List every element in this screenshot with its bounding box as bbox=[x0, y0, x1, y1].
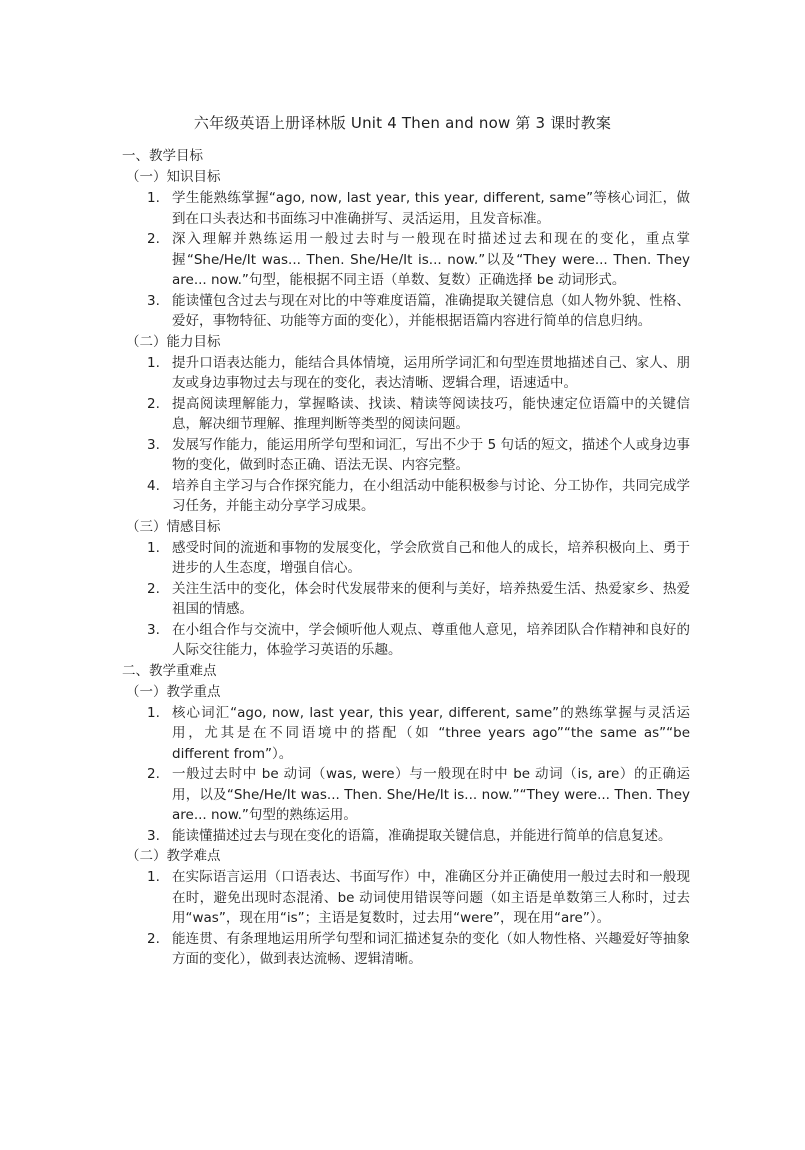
list-item bbox=[147, 188, 690, 229]
item-text: 培养自主学习与合作探究能力，在小组活动中能积极参与讨论、分工协作，共同完成学习任务，并能主动分享学习成果。 bbox=[172, 477, 690, 514]
list-item bbox=[147, 435, 690, 476]
list-item bbox=[147, 929, 690, 970]
item-number: 1. bbox=[147, 539, 160, 556]
item-text: 提高阅读理解能力，掌握略读、找读、精读等阅读技巧，能快速定位语篇中的关键信息，解决细节理解、推理判断等类型的阅读问题。 bbox=[172, 395, 690, 432]
item-text: 提升口语表达能力，能结合具体情境，运用所学词汇和句型连贯地描述自己、家人、朋友或身边事物过去与现在的变化，表达清晰、逻辑合理，语速适中。 bbox=[172, 354, 690, 391]
item-text: 深入理解并熟练运用一般过去时与一般现在时描述过去和现在的变化，重点掌握“She/He/It was... Then. She/He/It is... now.”以及“They were... Then. They are... now.”句型，能根据不同主语（单数、复数）正确选择 be 动词形式。 bbox=[172, 231, 690, 288]
item-text: 一般过去时中 be 动词（was, were）与一般现在时中 be 动词（is, are）的正确运用，以及“She/He/It was... Then. She/He/It is... now.”“They were... Then. They are... now.”句型的熟练运用。 bbox=[172, 766, 690, 823]
subsection-heading: （二）教学难点 bbox=[126, 848, 221, 864]
item-number: 1. bbox=[147, 354, 160, 371]
item-number: 2. bbox=[147, 395, 160, 412]
item-number: 1. bbox=[147, 704, 160, 721]
list-item bbox=[147, 620, 690, 661]
subsection-heading: （一）教学重点 bbox=[126, 683, 221, 700]
section-heading: 二、教学重难点 bbox=[122, 662, 217, 679]
item-number: 3. bbox=[147, 827, 160, 844]
item-number: 3. bbox=[147, 436, 160, 453]
item-text: 感受时间的流逝和事物的发展变化，学会欣赏自己和他人的成长，培养积极向上、勇于进步的人生态度，增强自信心。 bbox=[172, 539, 690, 576]
list-item bbox=[147, 291, 690, 332]
item-text: 能连贯、有条理地运用所学句型和词汇描述复杂的变化（如人物性格、兴趣爱好等抽象方面的变化），做到表达流畅、逻辑清晰。 bbox=[172, 930, 690, 967]
item-text: 能读懂包含过去与现在对比的中等难度语篇，准确提取关键信息（如人物外貌、性格、爱好，事物特征、功能等方面的变化），并能根据语篇内容进行简单的信息归纳。 bbox=[172, 292, 690, 329]
item-text: 在实际语言运用（口语表达、书面写作）中，准确区分并正确使用一般过去时和一般现在时，避免出现时态混淆、be 动词使用错误等问题（如主语是单数第三人称时，过去用“was”，现在用“is”；主语是复数时，过去用“were”，现在用“are”）。 bbox=[172, 869, 690, 926]
item-text: 发展写作能力，能运用所学句型和词汇，写出不少于 5 句话的短文，描述个人或身边事物的变化，做到时态正确、语法无误、内容完整。 bbox=[172, 436, 690, 473]
item-number: 2. bbox=[147, 580, 160, 597]
list-item bbox=[147, 579, 690, 620]
list-item bbox=[147, 394, 690, 435]
list-item bbox=[147, 476, 690, 517]
document-body bbox=[122, 146, 690, 970]
item-number: 2. bbox=[147, 766, 160, 782]
item-text: 学生能熟练掌握“ago, now, last year, this year, different, same”等核心词汇，做到在口头表达和书面练习中准确拼写、灵活运用，且发音标准。 bbox=[172, 190, 690, 227]
subsection-heading: （二）能力目标 bbox=[126, 333, 221, 350]
subsection-heading: （一）知识目标 bbox=[126, 169, 221, 185]
item-number: 2. bbox=[147, 231, 160, 247]
item-text: 关注生活中的变化，体会时代发展带来的便利与美好，培养热爱生活、热爱家乡、热爱祖国的情感。 bbox=[172, 580, 690, 617]
item-text: 核心词汇“ago, now, last year, this year, different, same”的熟练掌握与灵活运用，尤其是在不同语境中的搭配（如 “three years ago”“the same as”“be different from”）。 bbox=[172, 704, 690, 762]
item-number: 1. bbox=[147, 869, 160, 885]
list-item bbox=[147, 826, 690, 847]
list-item bbox=[147, 764, 690, 826]
document-title: 六年级英语上册译林版 Unit 4 Then and now 第 3 课时教案 bbox=[193, 114, 612, 132]
subsection-heading: （三）情感目标 bbox=[126, 518, 221, 535]
list-item bbox=[147, 229, 690, 291]
item-text: 能读懂描述过去与现在变化的语篇，准确提取关键信息，并能进行简单的信息复述。 bbox=[172, 827, 672, 844]
item-number: 3. bbox=[147, 292, 160, 309]
list-item bbox=[147, 867, 690, 929]
list-item bbox=[147, 353, 690, 394]
item-text: 在小组合作与交流中，学会倾听他人观点、尊重他人意见，培养团队合作精神和良好的人际交往能力，体验学习英语的乐趣。 bbox=[172, 621, 690, 658]
item-number: 4. bbox=[147, 477, 160, 494]
list-item bbox=[147, 703, 690, 765]
item-number: 3. bbox=[147, 621, 160, 638]
list-item bbox=[147, 538, 690, 579]
section-heading: 一、教学目标 bbox=[122, 148, 203, 164]
item-number: 2. bbox=[147, 930, 160, 947]
item-number: 1. bbox=[147, 190, 160, 206]
